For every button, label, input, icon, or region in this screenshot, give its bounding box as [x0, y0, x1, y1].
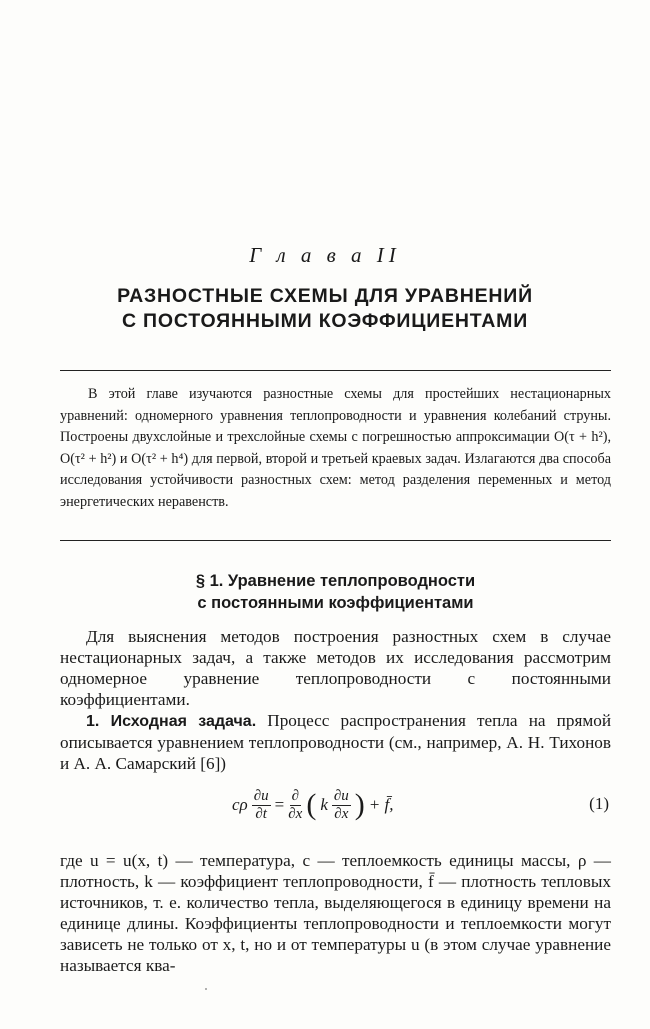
eq-equals: =	[274, 795, 285, 814]
eq-lhs-fraction	[252, 788, 271, 823]
eq-lhs-den: ∂t	[255, 805, 267, 822]
section-title	[60, 570, 611, 614]
paragraph-initial-problem	[60, 710, 611, 774]
chapter-abstract	[60, 384, 611, 514]
eq-inner-k: k	[320, 795, 328, 814]
equation-formula	[232, 782, 393, 828]
equation-number: (1)	[589, 794, 609, 813]
eq-close-paren: )	[354, 788, 365, 821]
eq-rhs-den: ∂x	[288, 805, 303, 822]
eq-inner-num: ∂u	[333, 787, 349, 804]
eq-rhs-num: ∂	[291, 787, 299, 804]
paragraph-definitions: где u = u(x, t) — температура, c — теплоемкость единицы массы, ρ — плотность, k — коэффициент теплопроводности, f̄ — плотность тепловых источников, т. е. количество тепла, выделяющегося в единицу времени на единице длины. Коэффициенты теплопроводности и теплоемкости могут зависеть не только от x, t, но и от температуры u (в этом случае уравнение называется ква-	[60, 851, 611, 975]
eq-inner-den: ∂x	[334, 805, 349, 822]
chapter-title	[60, 284, 590, 334]
eq-lhs-num: ∂u	[253, 787, 269, 804]
chapter-title-line2: С ПОСТОЯННЫМИ КОЭФФИЦИЕНТАМИ	[121, 310, 529, 332]
heat-equation	[60, 780, 611, 832]
eq-open-paren: (	[306, 788, 317, 821]
abstract-text: В этой главе изучаются разностные схемы для простейших нестационарных уравнений: одномерного уравнения теплопроводности и уравнения колебаний струны. Построены двухслойные и трехслойные схемы с погрешностью аппроксимации O(τ + h²), O(τ² + h²) и O(τ² + h⁴) для первой, второй и третьей краевых задач. Излагаются два способа исследования устойчивости разностных схем: метод разделения переменных и метод энергетических неравенств.	[60, 386, 611, 510]
eq-lhs-coef: cρ	[232, 795, 248, 814]
paragraph-intro: Для выяснения методов построения разностных схем в случае нестационарных задач, а также методов их исследования рассмотрим одномерное уравнение теплопроводности с постоянными коэффициентами.	[60, 627, 611, 709]
chapter-title-line1: РАЗНОСТНЫЕ СХЕМЫ ДЛЯ УРАВНЕНИЙ	[117, 285, 533, 307]
abstract-top-rule	[60, 370, 611, 371]
abstract-bottom-rule	[60, 540, 611, 541]
chapter-label: Г л а в а II	[249, 243, 401, 267]
eq-tail: + f̄,	[368, 795, 394, 814]
section-title-line2: с постоянными коэффициентами	[197, 594, 474, 612]
subsection-heading: 1. Исходная задача.	[86, 713, 257, 730]
eq-inner-fraction	[332, 788, 351, 823]
body-text	[60, 626, 611, 774]
eq-rhs-fraction	[288, 788, 302, 823]
paragraph-initial-problem-text: Процесс распространения тепла на прямой описывается уравнением теплопроводности (см., например, А. Н. Тихонов и А. А. Самарский [6])	[60, 711, 612, 773]
section-title-line1: § 1. Уравнение теплопроводности	[195, 572, 476, 590]
print-speck	[205, 988, 207, 990]
body-text-continued	[60, 850, 611, 976]
